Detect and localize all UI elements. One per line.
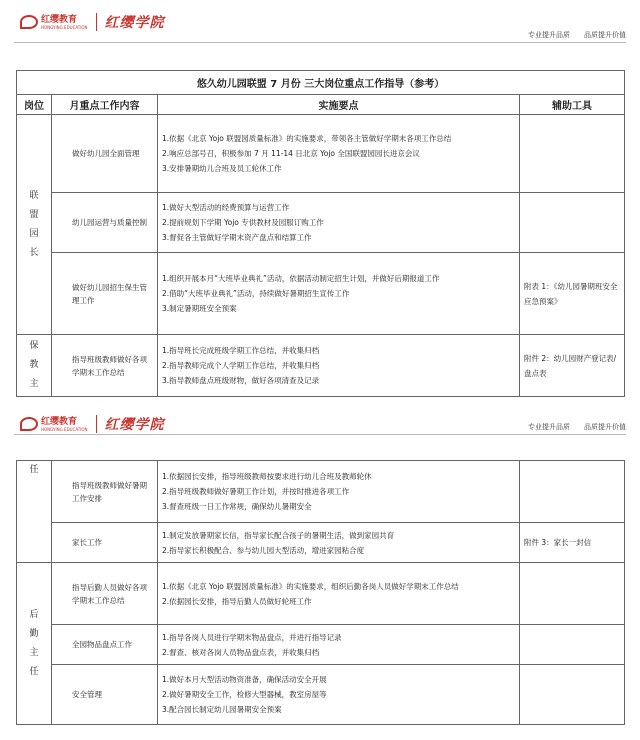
- row-content: 做好幼儿园全面管理: [52, 115, 158, 193]
- row-tool: [520, 665, 625, 725]
- table-row: [17, 625, 625, 665]
- logo-divider: [96, 13, 97, 31]
- table-row: [17, 193, 625, 253]
- logo-mark-icon: [20, 15, 38, 29]
- logo-subtext: HONGYING EDUCATION: [41, 426, 88, 432]
- slogan-2: 品质提升价值: [584, 423, 626, 431]
- logo-divider: [96, 415, 97, 433]
- row-points: 1.制定发放暑期家长信，指导家长配合孩子的暑期生活，做到家园共育 2.指导家长积极配合、参与幼儿园大型活动，增进家园粘合度: [158, 523, 520, 563]
- row-tool: [520, 193, 625, 253]
- logo-mark-icon: [20, 417, 38, 431]
- row-tool: 附表 1：《幼儿园暑期班安全应急预案》: [520, 253, 625, 335]
- row-content: 指导班级教师做好各项学期末工作总结: [52, 335, 158, 397]
- logo-text: 红缨教育: [41, 416, 78, 427]
- row-points: 1.做好大型活动的经费预算与运营工作 2.提前规划下学期 Yojo 专供教材及园服订购工作 3.督促各主管做好学期末资产盘点和结算工作: [158, 193, 520, 253]
- row-tool: 附件 2：幼儿园财产登记表/盘点表: [520, 335, 625, 397]
- role-logistics: 后 勤 主 任: [17, 563, 52, 725]
- col-points: 实施要点: [158, 95, 520, 115]
- table-row: [17, 461, 625, 523]
- work-guide-table-p1: [16, 70, 625, 397]
- table-title: 悠久幼儿园联盟 7 月份 三大岗位重点工作指导（参考）: [17, 71, 625, 95]
- logo-subtext: HONGYING EDUCATION: [41, 24, 88, 30]
- row-content: 家长工作: [52, 523, 158, 563]
- role-teaching-cont: 任: [17, 461, 52, 563]
- col-tool: 辅助工具: [520, 95, 625, 115]
- table-row: [17, 115, 625, 193]
- slogan-2: 品质提升价值: [584, 31, 626, 39]
- table-row: [17, 335, 625, 397]
- row-points: 1.指导各岗人员进行学期末物品盘点，并进行指导记录 2.督查、核对各岗人员物品盘点表，并收集归档: [158, 625, 520, 665]
- row-points: 1.依据园长安排，指导班级教师按要求进行幼儿合班及教师轮休 2.指导班级教师做好暑期工作计划，并按时推进各项工作 3.督查班级一日工作常规，确保幼儿暑期安全: [158, 461, 520, 523]
- row-tool: [520, 625, 625, 665]
- row-points: 1.做好本月大型活动物资准备，确保活动安全开展 2.做好暑期安全工作，检修大型器械，教室房屋等 3.配合园长制定幼儿园暑期安全预案: [158, 665, 520, 725]
- col-content: 月重点工作内容: [52, 95, 158, 115]
- brand-name: 红缨学院: [104, 417, 165, 433]
- slogan: [528, 422, 626, 432]
- table-row: [17, 523, 625, 563]
- slogan-1: 专业提升品质: [528, 423, 570, 431]
- slogan: [528, 30, 626, 40]
- col-role: 岗位: [17, 95, 52, 115]
- page-header: [0, 0, 640, 40]
- row-tool: [520, 115, 625, 193]
- row-content: 做好幼儿园招生保生管理工作: [52, 253, 158, 335]
- row-content: 全园物品盘点工作: [52, 625, 158, 665]
- row-tool: 附件 3：家长一封信: [520, 523, 625, 563]
- header-rule-2: [14, 434, 626, 435]
- row-content: 安全管理: [52, 665, 158, 725]
- table-row: [17, 253, 625, 335]
- row-content: 指导班级教师做好暑期工作安排: [52, 461, 158, 523]
- row-points: 1.指导班长完成班级学期工作总结，并收集归档 2.指导教师完成个人学期工作总结，并收集归档 3.指导教师盘点班级财物，做好各项清查及记录: [158, 335, 520, 397]
- table-row: [17, 563, 625, 625]
- row-points: 1.依据《北京 Yojo 联盟园质量标准》的实施要求，组织后勤各岗人员做好学期末工作总结 2.依据园长安排，指导后勤人员做好轮班工作: [158, 563, 520, 625]
- work-guide-table-p2: [16, 460, 625, 725]
- page-header-2: [0, 402, 640, 442]
- row-tool: [520, 461, 625, 523]
- header-rule: [14, 42, 626, 43]
- role-teaching: 保 教 主: [17, 335, 52, 397]
- logo-text: 红缨教育: [41, 14, 78, 25]
- role-director: 联 盟 园 长: [17, 115, 52, 335]
- row-tool: [520, 563, 625, 625]
- table-row: [17, 665, 625, 725]
- row-content: 幼儿园运营与质量控制: [52, 193, 158, 253]
- row-points: 1.组织开展本月“大班毕业典礼”活动，依据活动制定招生计划，并做好后期报道工作 2.借助“大班毕业典礼”活动，持续做好暑期招生宣传工作 3.制定暑期班安全预案: [158, 253, 520, 335]
- logo: [20, 414, 165, 434]
- row-points: 1.依据《北京 Yojo 联盟园质量标准》的实施要求，带领各主管做好学期末各项工作总结 2.响应总部号召，积极参加 7 月 11-14 日北京 Yojo 全国联盟园园长进京会议 3.安排暑期幼儿合班及员工轮休工作: [158, 115, 520, 193]
- logo: [20, 12, 165, 32]
- brand-name: 红缨学院: [104, 15, 165, 31]
- row-content: 指导后勤人员做好各项学期末工作总结: [52, 563, 158, 625]
- slogan-1: 专业提升品质: [528, 31, 570, 39]
